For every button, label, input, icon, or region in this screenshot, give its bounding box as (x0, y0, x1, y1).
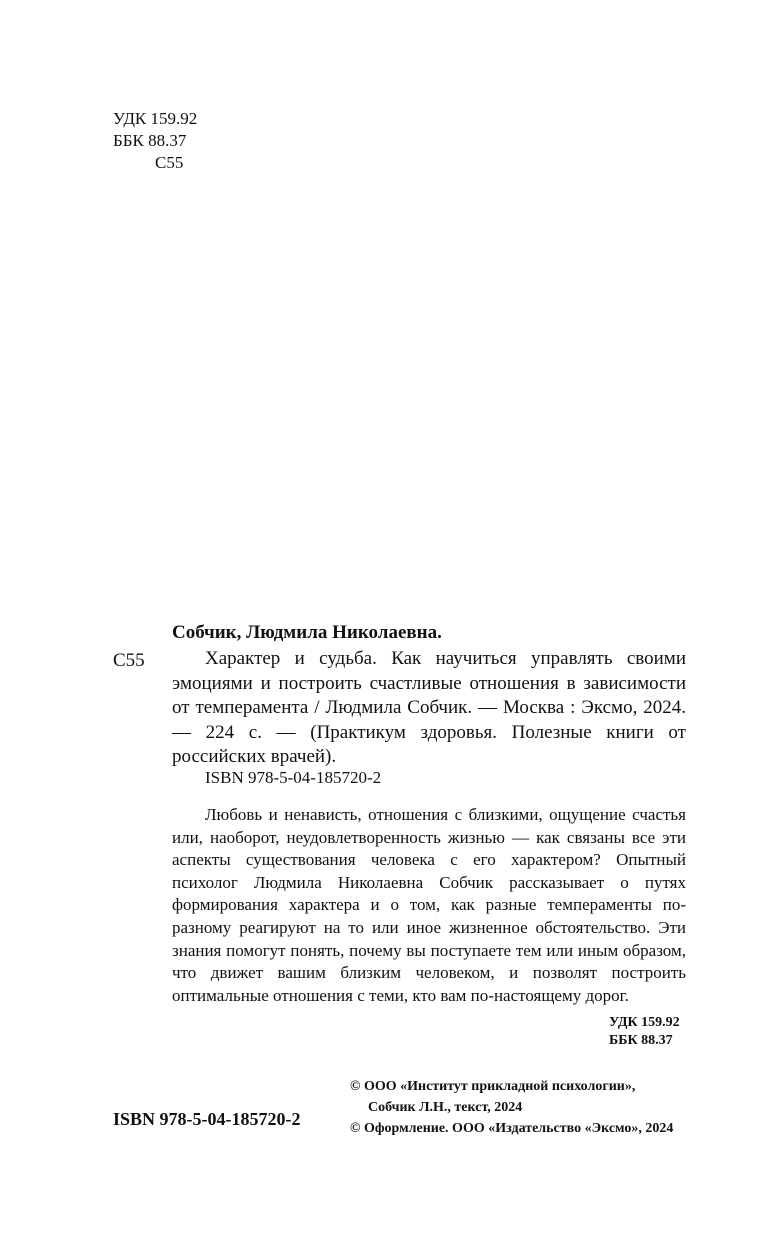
copyright-line-1: © ООО «Институт прикладной психологии», (350, 1079, 636, 1094)
bbk-code: ББК 88.37 (113, 131, 187, 150)
record-author: Собчик, Людмила Николаевна. (172, 622, 442, 643)
record-isbn: ISBN 978-5-04-185720-2 (205, 768, 382, 787)
copyright-line-3: © Оформление. ООО «Издательство «Эксмо», 2024 (350, 1121, 674, 1136)
udk-code: УДК 159.92 (113, 109, 198, 128)
copyright-block (350, 1076, 673, 1139)
record-side-mark: С55 (113, 650, 145, 671)
bottom-classification (609, 1014, 680, 1050)
book-annotation: Любовь и ненависть, отношения с близкими, ощущение счастья или, наоборот, неудовлетворенность жизнью — как связаны все эти аспекты существования человека с его характером? Опытный психолог Людмила Николаевна Собчик рассказывает о путях формирования характера и о том, как разные темпераменты по-разному реагируют на то или иное жизненное обстоятельство. Эти знания помогут понять, почему вы поступаете тем или иным образом, что движет вашим близким человеком, и позволят построить оптимальные отношения с теми, кто вам по-настоящему дорог. (172, 805, 686, 1005)
classification-block (113, 108, 197, 174)
record-description: Характер и судьба. Как научиться управлять своими эмоциями и построить счастливые отношения в зависимости от темперамента / Людмила Собчик. — Москва : Эксмо, 2024. — 224 с. — (Практикум здоровья. Полезные книги от российских врачей). (172, 648, 686, 767)
bottom-udk: УДК 159.92 (609, 1015, 680, 1030)
author-mark: С55 (155, 153, 184, 172)
copyright-line-2: Собчик Л.Н., текст, 2024 (368, 1100, 523, 1115)
bottom-bbk: ББК 88.37 (609, 1033, 673, 1048)
isbn-bold: ISBN 978-5-04-185720-2 (113, 1109, 301, 1129)
